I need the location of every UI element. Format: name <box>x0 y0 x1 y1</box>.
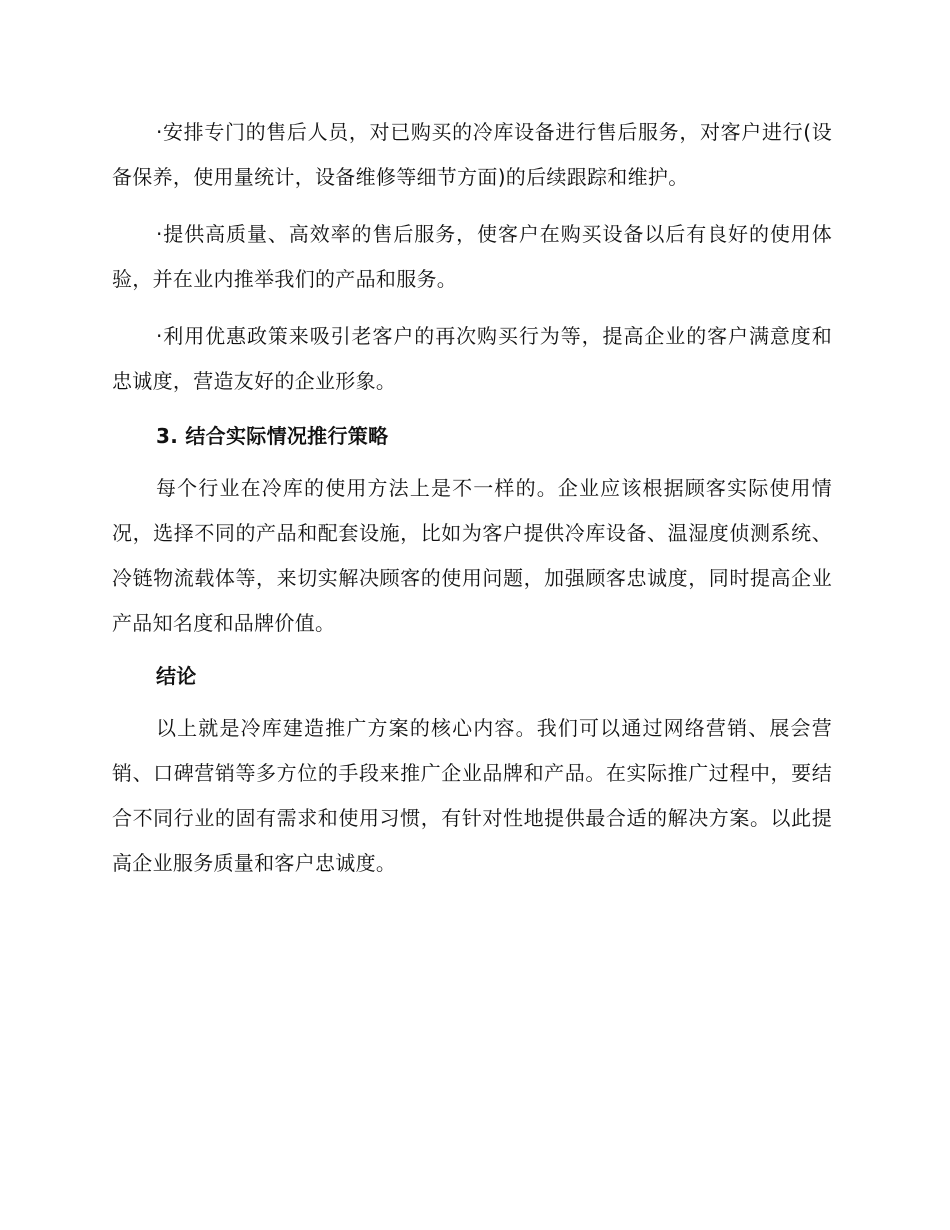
conclusion-heading: 结论 <box>156 664 197 688</box>
bullet-loyalty-policy: ·利用优惠政策来吸引老客户的再次购买行为等，提高企业的客户满意度和忠诚度，营造友好的企业形象。 <box>112 324 832 393</box>
bullet-quality-service: ·提供高质量、高效率的售后服务，使客户在购买设备以后有良好的使用体验，并在业内推举我们的产品和服务。 <box>112 222 832 291</box>
conclusion-body: 以上就是冷库建造推广方案的核心内容。我们可以通过网络营销、展会营销、口碑营销等多方位的手段来推广企业品牌和产品。在实际推广过程中，要结合不同行业的固有需求和使用习惯，有针对性地提供最合适的解决方案。以此提高企业服务质量和客户忠诚度。 <box>112 716 832 875</box>
bullet-after-sales-staff: ·安排专门的售后人员，对已购买的冷库设备进行售后服务，对客户进行(设备保养，使用量统计，设备维修等细节方面)的后续跟踪和维护。 <box>112 120 832 189</box>
section-3-heading: 3. 结合实际情况推行策略 <box>156 424 389 448</box>
section-3-body: 每个行业在冷库的使用方法上是不一样的。企业应该根据顾客实际使用情况，选择不同的产品和配套设施，比如为客户提供冷库设备、温湿度侦测系统、冷链物流载体等，来切实解决顾客的使用问题，加强顾客忠诚度，同时提高企业产品知名度和品牌价值。 <box>112 476 832 635</box>
